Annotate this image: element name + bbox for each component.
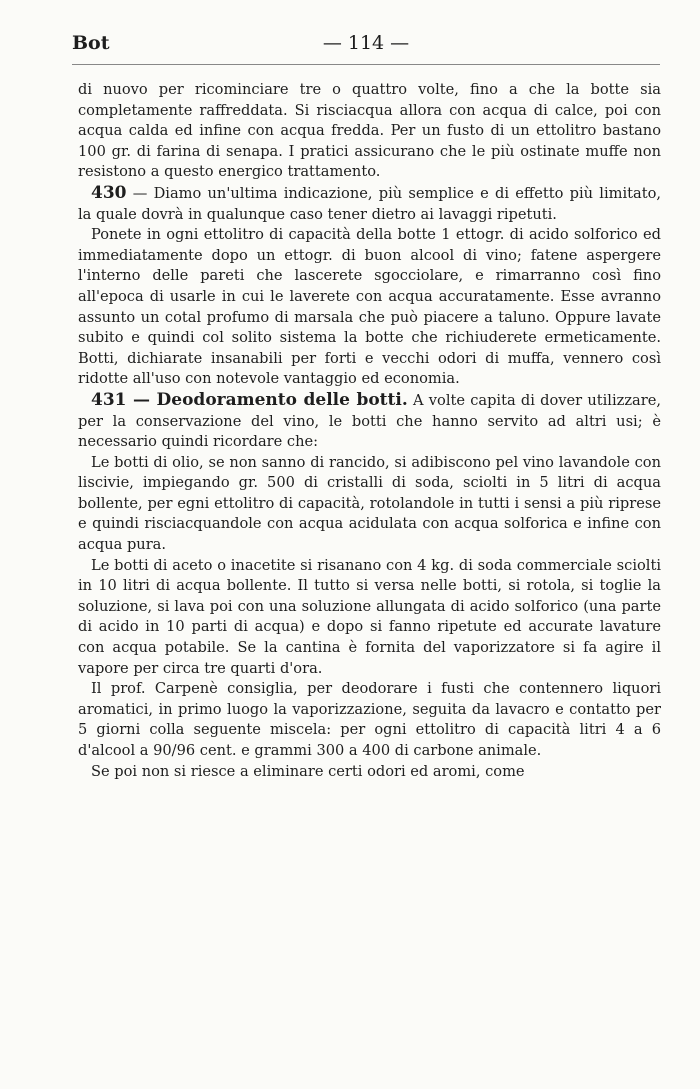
section-number: 431 <box>91 389 127 410</box>
paragraph <box>78 453 661 556</box>
paragraph <box>78 679 661 761</box>
paragraph-text: Ponete in ogni ettolitro di capacità della botte 1 ettogr. di acido solforico ed immediatamente dopo un ettogr. di buon alcool di vino; fatene aspergere l'interno delle pareti che lascerete sgocciolare, e rimarranno così fino all'epoca di usarle in cui le laverete con acqua accuratamente. Esse avranno assunto un cotal profumo di marsala che può piacere a taluno. Oppure lavate subito e quindi col solito sistema la botte che richiuderete ermeticamente. Botti, dichiarate insanabili per forti e vecchi odori di muffa, vennero così ridotte all'uso con notevole vantaggio ed economia. <box>78 226 661 388</box>
paragraph <box>78 762 661 783</box>
section-number: 430 <box>91 182 127 203</box>
paragraph-text: Le botti di olio, se non sanno di rancido, si adibiscono pel vino lavandole con liscivie, impiegando gr. 500 di cristalli di soda, sciolti in 5 litri di acqua bollente, per egni ettolitro di capacità, rotolandole in tutti i sensi a più riprese e quindi risciacquandole con acqua acidulata con acqua solforica e infine con acqua pura. <box>78 453 661 554</box>
paragraph-text: di nuovo per ricominciare tre o quattro volte, fino a che la botte sia completamente raffreddata. Si risciacqua allora con acqua di calce, poi con acqua calda ed infine con acqua fredda. Per un fusto di un ettolitro bastano 100 gr. di farina di senapa. I pratici assicurano che le più ostinate muffe non resistono a questo energico trattamento. <box>78 81 661 181</box>
page-number: — 114 — <box>322 32 410 54</box>
paragraph <box>78 80 661 183</box>
section-heading: — Deodoramento delle botti. <box>126 389 408 410</box>
header-rule <box>72 64 660 65</box>
paragraph-text: Il prof. Carpenè consiglia, per deodorare i fusti che contennero liquori aromatici, in primo luogo la vaporizzazione, seguita da lavacro e contatto per 5 giorni colla seguente miscela: per ogni ettolitro di capacità litri 4 a 6 d'alcool a 90/96 cent. e grammi 300 a 400 di carbone animale. <box>78 680 661 759</box>
body-text <box>78 80 661 782</box>
paragraph-text: Le botti di aceto o inacetite si risanano con 4 kg. di soda commerciale sciolti in 10 litri di acqua bollente. Il tutto si versa nelle botti, si rotola, si toglie la soluzione, si lava poi con una soluzione allungata di acido solforico (una parte di acido in 10 parti di acqua) e dopo si fanno ripetute ed accurate lavature con acqua potabile. Se la cantina è fornita del vaporizzatore si fa agire il vapore per circa tre quarti d'ora. <box>78 556 661 677</box>
paragraph-text: — Diamo un'ultima indicazione, più semplice e di effetto più limitato, la quale dovrà in qualunque caso tener dietro ai lavaggi ripetuti. <box>78 184 661 223</box>
paragraph <box>78 556 661 680</box>
paragraph <box>78 183 661 225</box>
paragraph <box>78 225 661 390</box>
paragraph-text: Se poi non si riesce a eliminare certi odori ed aromi, come <box>91 762 525 780</box>
paragraph-text: A volte capita di dover utilizzare, per la conservazione del vino, le botti che hanno servito ad altri usi; è necessario quindi ricordare che: <box>78 391 661 451</box>
running-title: Bot <box>72 32 110 54</box>
paragraph <box>78 390 661 453</box>
page-header <box>72 32 660 56</box>
